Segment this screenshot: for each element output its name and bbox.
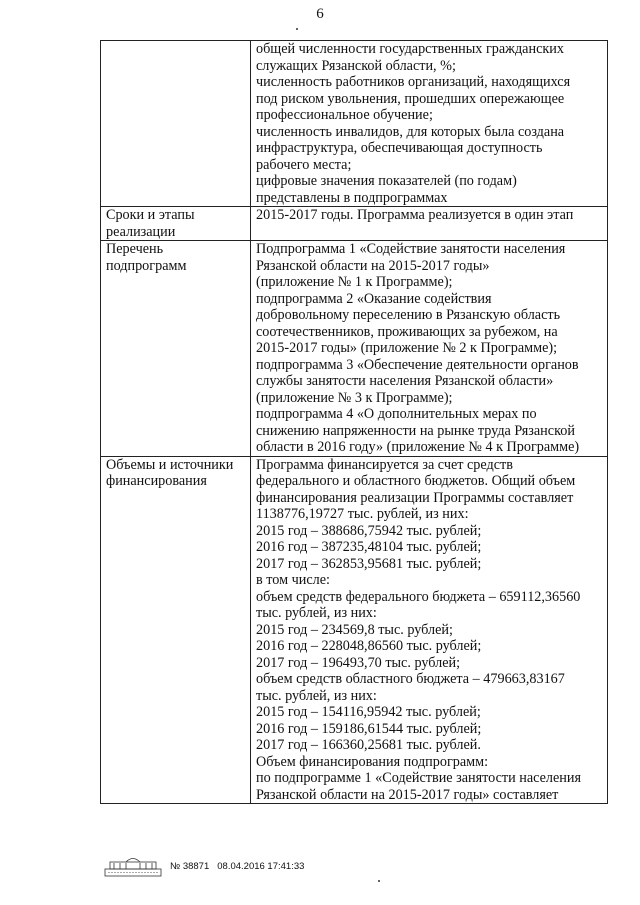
table-row	[101, 456, 608, 804]
content-line: Подпрограмма 1 «Содействие занятости населения	[256, 241, 566, 257]
table-row	[101, 207, 608, 241]
content-line: 2017 год – 362853,95681 тыс. рублей;	[256, 555, 482, 572]
content-line: 2015 год – 388686,75942 тыс. рублей;	[256, 522, 482, 539]
row-label-line: Перечень	[106, 241, 164, 257]
content-line: численность работников организаций, находящихся	[256, 74, 571, 90]
table-row	[101, 241, 608, 457]
page-number: 6	[316, 6, 324, 22]
content-line: представлены в подпрограммах	[256, 189, 448, 206]
content-line: по подпрограмме 1 «Содействие занятости населения	[256, 770, 582, 786]
content-line: объем средств федерального бюджета – 659112,36560	[256, 588, 581, 605]
row-label-line: реализации	[106, 223, 176, 240]
content-line: 2016 год – 387235,48104 тыс. рублей;	[256, 539, 482, 555]
content-line: профессиональное обучение;	[256, 107, 433, 123]
content-line: снижению напряженности на рынке труда Рязанской	[256, 422, 575, 439]
content-line: Рязанской области на 2015-2017 годы» составляет	[256, 786, 559, 803]
content-line: 2016 год – 228048,86560 тыс. рублей;	[256, 638, 482, 654]
content-line: подпрограмма 4 «О дополнительных мерах по	[256, 406, 537, 422]
row-content-cell	[251, 41, 608, 207]
content-line: объем средств областного бюджета – 479663,83167	[256, 671, 565, 687]
content-line: служащих Рязанской области, %;	[256, 57, 456, 74]
content-line: в том числе:	[256, 572, 330, 588]
content-line: 1138776,19727 тыс. рублей, из них:	[256, 506, 469, 522]
scan-speck	[378, 880, 380, 882]
row-label-cell	[101, 207, 251, 241]
document-datetime: 08.04.2016 17:41:33	[217, 860, 305, 872]
row-label-cell	[101, 456, 251, 804]
content-line: рабочего места;	[256, 156, 352, 173]
content-line: соотечественников, проживающих за рубежом, на	[256, 323, 558, 340]
table-row	[101, 41, 608, 207]
content-line: тыс. рублей, из них:	[256, 687, 377, 704]
content-line: 2017 год – 196493,70 тыс. рублей;	[256, 654, 461, 671]
content-line: 2015-2017 годы» (приложение № 2 к Программе);	[256, 340, 558, 356]
content-line: 2016 год – 159186,61544 тыс. рублей;	[256, 720, 482, 737]
document-number: № 38871	[170, 860, 210, 872]
content-line: общей численности государственных гражданских	[256, 41, 564, 57]
program-passport-table	[100, 40, 608, 804]
content-line: 2015 год – 154116,95942 тыс. рублей;	[256, 704, 481, 720]
content-line: (приложение № 3 к Программе);	[256, 389, 453, 406]
content-line: под риском увольнения, прошедших опережающее	[256, 90, 565, 107]
content-line: службы занятости населения Рязанской области»	[256, 373, 554, 389]
content-line: (приложение № 1 к Программе);	[256, 274, 453, 290]
row-label-cell	[101, 41, 251, 207]
row-label-cell	[101, 241, 251, 457]
content-line: тыс. рублей, из них:	[256, 605, 377, 621]
content-line: подпрограмма 3 «Обеспечение деятельности органов	[256, 356, 579, 373]
row-content-cell	[251, 207, 608, 241]
content-line: 2015-2017 годы. Программа реализуется в один этап	[256, 207, 574, 223]
row-label-line: Сроки и этапы	[106, 207, 195, 223]
content-line: Объем финансирования подпрограмм:	[256, 753, 489, 770]
document-footer	[104, 855, 304, 877]
row-label-line: Объемы и источники	[106, 456, 234, 473]
content-line: подпрограмма 2 «Оказание содействия	[256, 290, 492, 307]
row-content-cell	[251, 241, 608, 457]
content-line: 2015 год – 234569,8 тыс. рублей;	[256, 621, 453, 638]
row-content-cell	[251, 456, 608, 804]
content-line: 2017 год – 166360,25681 тыс. рублей.	[256, 737, 481, 753]
content-line: добровольному переселению в Рязанскую область	[256, 307, 561, 323]
row-label-line: финансирования	[106, 473, 207, 489]
scan-speck	[296, 28, 298, 30]
content-line: Программа финансируется за счет средств	[256, 456, 513, 473]
content-line: федерального и областного бюджетов. Общий объем	[256, 473, 576, 489]
content-line: численность инвалидов, для которых была создана	[256, 123, 565, 140]
content-line: финансирования реализации Программы составляет	[256, 489, 574, 506]
content-line: инфраструктура, обеспечивающая доступность	[256, 140, 543, 156]
building-seal-icon	[104, 855, 162, 877]
content-line: Рязанской области на 2015-2017 годы»	[256, 257, 490, 274]
row-label-line: подпрограмм	[106, 257, 187, 274]
content-line: области в 2016 году» (приложение № 4 к Программе)	[256, 439, 580, 455]
content-line: цифровые значения показателей (по годам)	[256, 173, 517, 189]
